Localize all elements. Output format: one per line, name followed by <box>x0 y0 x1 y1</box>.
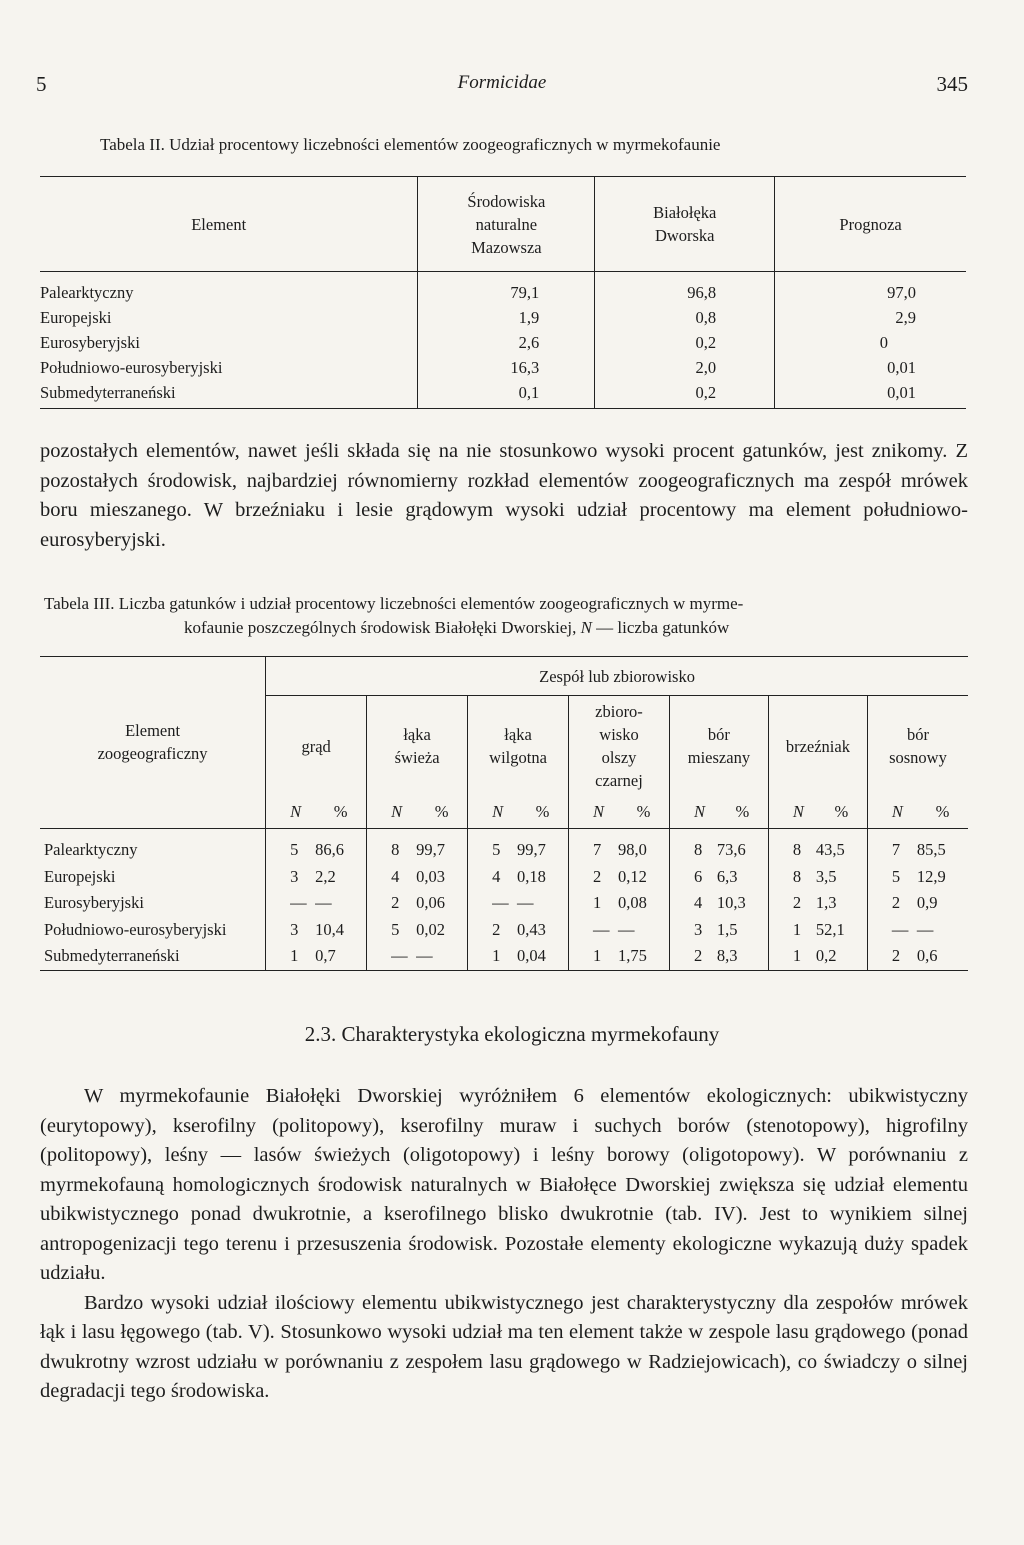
sub-pct: % <box>735 802 750 821</box>
cell-species-count: 2 <box>669 943 716 970</box>
cell-percent: 3,5 <box>815 866 837 886</box>
cell-forecast: 2,9 <box>775 305 966 330</box>
cell-percent: 10,4 <box>315 919 345 939</box>
cell-species-count: 1 <box>768 943 815 970</box>
row-label: Południowo-eurosyberyjski <box>44 919 227 939</box>
cell-species-count: 8 <box>768 829 815 864</box>
cell-species-count: 3 <box>669 917 716 944</box>
col-header-laka-swieza: łąka świeża <box>367 696 468 797</box>
cell-percent: 12,9 <box>916 866 946 886</box>
table2-caption: Tabela II. Udział procentowy liczebności elementów zoogeograficznych w myrmekofaunie <box>100 135 721 154</box>
cell-species-count: 2 <box>768 890 815 917</box>
cell-percent: 86,6 <box>315 840 345 859</box>
cell-species-count: 5 <box>266 829 315 864</box>
cell-percent: 10,3 <box>716 893 746 912</box>
cell-species-count: 2 <box>468 917 517 944</box>
paragraph-3: Bardzo wysoki udział ilościowy elementu ubikwistycznego jest charakterystyczny dla zespołów mrówek łąk i lasu łęgowego (tab. V). Stosunkowo wysoki udział ma ten element także w zespole lasu grądowego (ponad dwukrotny wzrost udziału w porównaniu z zespołem lasu grądowego w Radziejowicach), co świadczy o silnej degradacji tego środowiska. <box>40 1291 968 1402</box>
col-header-olsza: zbioro- wisko olszy czarnej <box>569 696 670 797</box>
cell-species-count: 7 <box>569 829 618 864</box>
cell-species-count: 5 <box>468 829 517 864</box>
col-header-grad: grąd <box>266 696 367 797</box>
cell-percent: — <box>517 893 534 912</box>
body-paragraphs <box>40 1082 968 1407</box>
sub-n: N <box>867 796 916 829</box>
sub-n: N <box>669 796 716 829</box>
row-label: Palearktyczny <box>40 283 134 302</box>
table3-caption: Tabela III. Liczba gatunków i udział procentowy liczebności elementów zoogeograficznych w myrme- kofaunie poszczególnych środowisk Białołęki Dworskiej, N — liczba gatunków <box>44 594 744 637</box>
paragraph-2: W myrmekofaunie Białołęki Dworskiej wyróżniłem 6 elementów ekologicznych: ubikwistyczny (eurytopowy), kserofilny (politopowy), kserofilny muraw i suchych borów (stenotopowy), higrofilny (politopowy), leśny — lasów świeżych (oligotopowy) i leśny borowy (oligotopowy). W porównaniu z myrmekofauną homologicznych środowisk naturalnych w Białołęce Dworskiej zwiększa się udział elementu ubikwistycznego ponad dwukrotnie, a kserofilnego blisko dwukrotnie (tab. IV). Jest to wynikiem silnej antropogenizacji tego terenu i przesuszenia środowisk. Pozostałe elementy ekologiczne wykazują duży spadek udziału. <box>40 1085 968 1284</box>
cell-percent: 0,43 <box>517 919 546 939</box>
sub-n: N <box>468 796 517 829</box>
cell-species-count: 1 <box>266 943 315 970</box>
cell-percent: 0,12 <box>618 866 647 886</box>
cell-species-count: 8 <box>768 864 815 891</box>
page-number-left: 5 <box>36 72 47 96</box>
cell-percent: 73,6 <box>716 840 746 859</box>
cell-species-count: 2 <box>867 890 916 917</box>
cell-species-count: 4 <box>468 864 517 891</box>
cell-percent: 0,6 <box>916 946 938 965</box>
row-label: Submedyterraneński <box>40 383 176 402</box>
table-row <box>40 330 966 355</box>
cell-species-count: — <box>367 943 416 970</box>
cell-species-count: 8 <box>367 829 416 864</box>
cell-percent: 1,3 <box>815 893 837 912</box>
cell-percent: 43,5 <box>815 840 845 859</box>
sub-n: N <box>266 796 315 829</box>
row-label: Eurosyberyjski <box>44 893 144 912</box>
cell-bialoleka: 0,2 <box>595 330 775 355</box>
cell-bialoleka: 0,2 <box>595 380 775 409</box>
table2-header-natural: Środowiska naturalne Mazowsza <box>418 177 595 272</box>
table3-header-element: Element zoogeograficzny <box>97 720 208 763</box>
cell-natural: 2,6 <box>418 330 595 355</box>
sub-pct: % <box>834 802 849 821</box>
cell-species-count: 1 <box>468 943 517 970</box>
sub-n: N <box>367 796 416 829</box>
cell-species-count: 4 <box>367 864 416 891</box>
cell-forecast: 0 <box>775 330 966 355</box>
cell-percent: 99,7 <box>416 840 445 859</box>
sub-n: N <box>569 796 618 829</box>
row-label: Palearktyczny <box>44 840 138 859</box>
col-header-bor-mieszany: bór mieszany <box>669 696 768 797</box>
sub-pct: % <box>636 802 651 821</box>
table3 <box>40 656 968 971</box>
cell-species-count: — <box>867 917 916 944</box>
cell-percent: 99,7 <box>517 840 546 859</box>
cell-forecast: 0,01 <box>775 380 966 409</box>
cell-percent: — <box>315 893 332 912</box>
cell-species-count: — <box>266 890 315 917</box>
sub-pct: % <box>535 802 550 821</box>
cell-percent: 1,75 <box>618 946 647 965</box>
row-label: Południowo-eurosyberyjski <box>40 358 223 377</box>
cell-species-count: 2 <box>367 890 416 917</box>
cell-percent: 0,2 <box>815 946 837 965</box>
running-header <box>36 72 968 100</box>
cell-species-count: 8 <box>669 829 716 864</box>
page-number-right: 345 <box>936 72 968 96</box>
cell-percent: 0,04 <box>517 946 546 965</box>
table-row <box>40 890 968 917</box>
row-label: Europejski <box>40 308 112 327</box>
row-label: Europejski <box>44 866 116 886</box>
table2-header-element: Element <box>191 214 247 234</box>
table2-header-bialoleka: Białołęka Dworska <box>595 177 775 272</box>
table2 <box>40 176 966 409</box>
cell-species-count: 4 <box>669 890 716 917</box>
cell-natural: 79,1 <box>418 272 595 306</box>
table-row <box>40 355 966 380</box>
cell-percent: 0,18 <box>517 866 546 886</box>
table-row <box>40 829 968 864</box>
cell-percent: 0,7 <box>315 946 336 965</box>
cell-percent: 6,3 <box>716 866 738 886</box>
sub-pct: % <box>434 802 449 821</box>
sub-n: N <box>768 796 815 829</box>
col-header-bor-sosnowy: bór sosnowy <box>867 696 968 797</box>
cell-bialoleka: 0,8 <box>595 305 775 330</box>
row-label: Eurosyberyjski <box>40 333 140 352</box>
cell-bialoleka: 96,8 <box>595 272 775 306</box>
cell-species-count: 3 <box>266 864 315 891</box>
cell-species-count: 1 <box>768 917 815 944</box>
cell-percent: 2,2 <box>315 866 336 886</box>
cell-percent: 1,5 <box>716 919 738 939</box>
cell-percent: — <box>916 919 934 939</box>
col-header-laka-wilgotna: łąka wilgotna <box>468 696 569 797</box>
cell-species-count: 5 <box>867 864 916 891</box>
cell-percent: 52,1 <box>815 919 845 939</box>
sub-pct: % <box>333 802 348 821</box>
cell-bialoleka: 2,0 <box>595 355 775 380</box>
cell-species-count: 2 <box>867 943 916 970</box>
col-header-brzezniak: brzeźniak <box>768 696 867 797</box>
cell-species-count: 5 <box>367 917 416 944</box>
paragraph-1: pozostałych elementów, nawet jeśli składa się na nie stosunkowo wysoki procent gatunków, jest znikomy. Z pozostałych środowisk, najbardziej równomierny rozkład elementów zoogeograficznych ma zespół mrówek boru mieszanego. W brzeźniaku i lesie grądowym wysoki udział procentowy ma element południowo-eurosyberyjski. <box>40 440 968 551</box>
cell-species-count: 7 <box>867 829 916 864</box>
cell-percent: 8,3 <box>716 946 738 965</box>
cell-species-count: 2 <box>569 864 618 891</box>
table3-group-header: Zespół lub zbiorowisko <box>266 657 968 696</box>
cell-percent: 85,5 <box>916 840 946 859</box>
sub-pct: % <box>935 802 950 821</box>
table-row <box>40 943 968 970</box>
cell-percent: — <box>618 919 635 939</box>
cell-species-count: 1 <box>569 943 618 970</box>
table-row <box>40 272 966 306</box>
cell-percent: 0,03 <box>416 866 445 886</box>
cell-percent: 98,0 <box>618 840 647 859</box>
cell-forecast: 0,01 <box>775 355 966 380</box>
cell-natural: 0,1 <box>418 380 595 409</box>
cell-natural: 1,9 <box>418 305 595 330</box>
cell-species-count: 3 <box>266 917 315 944</box>
cell-percent: 0,06 <box>416 893 445 912</box>
cell-forecast: 97,0 <box>775 272 966 306</box>
row-label: Submedyterraneński <box>44 946 180 965</box>
table-row <box>40 864 968 891</box>
cell-species-count: — <box>468 890 517 917</box>
cell-natural: 16,3 <box>418 355 595 380</box>
cell-percent: 0,02 <box>416 919 445 939</box>
table-row <box>40 917 968 944</box>
journal-title: Formicidae <box>457 72 547 93</box>
table-row <box>40 305 966 330</box>
cell-percent: — <box>416 946 433 965</box>
cell-species-count: — <box>569 917 618 944</box>
table2-header-forecast: Prognoza <box>775 177 966 272</box>
cell-percent: 0,08 <box>618 893 647 912</box>
cell-species-count: 1 <box>569 890 618 917</box>
section-heading: 2.3. Charakterystyka ekologiczna myrmekofauny <box>304 1022 720 1046</box>
cell-species-count: 6 <box>669 864 716 891</box>
cell-percent: 0,9 <box>916 893 938 912</box>
table-row <box>40 380 966 409</box>
